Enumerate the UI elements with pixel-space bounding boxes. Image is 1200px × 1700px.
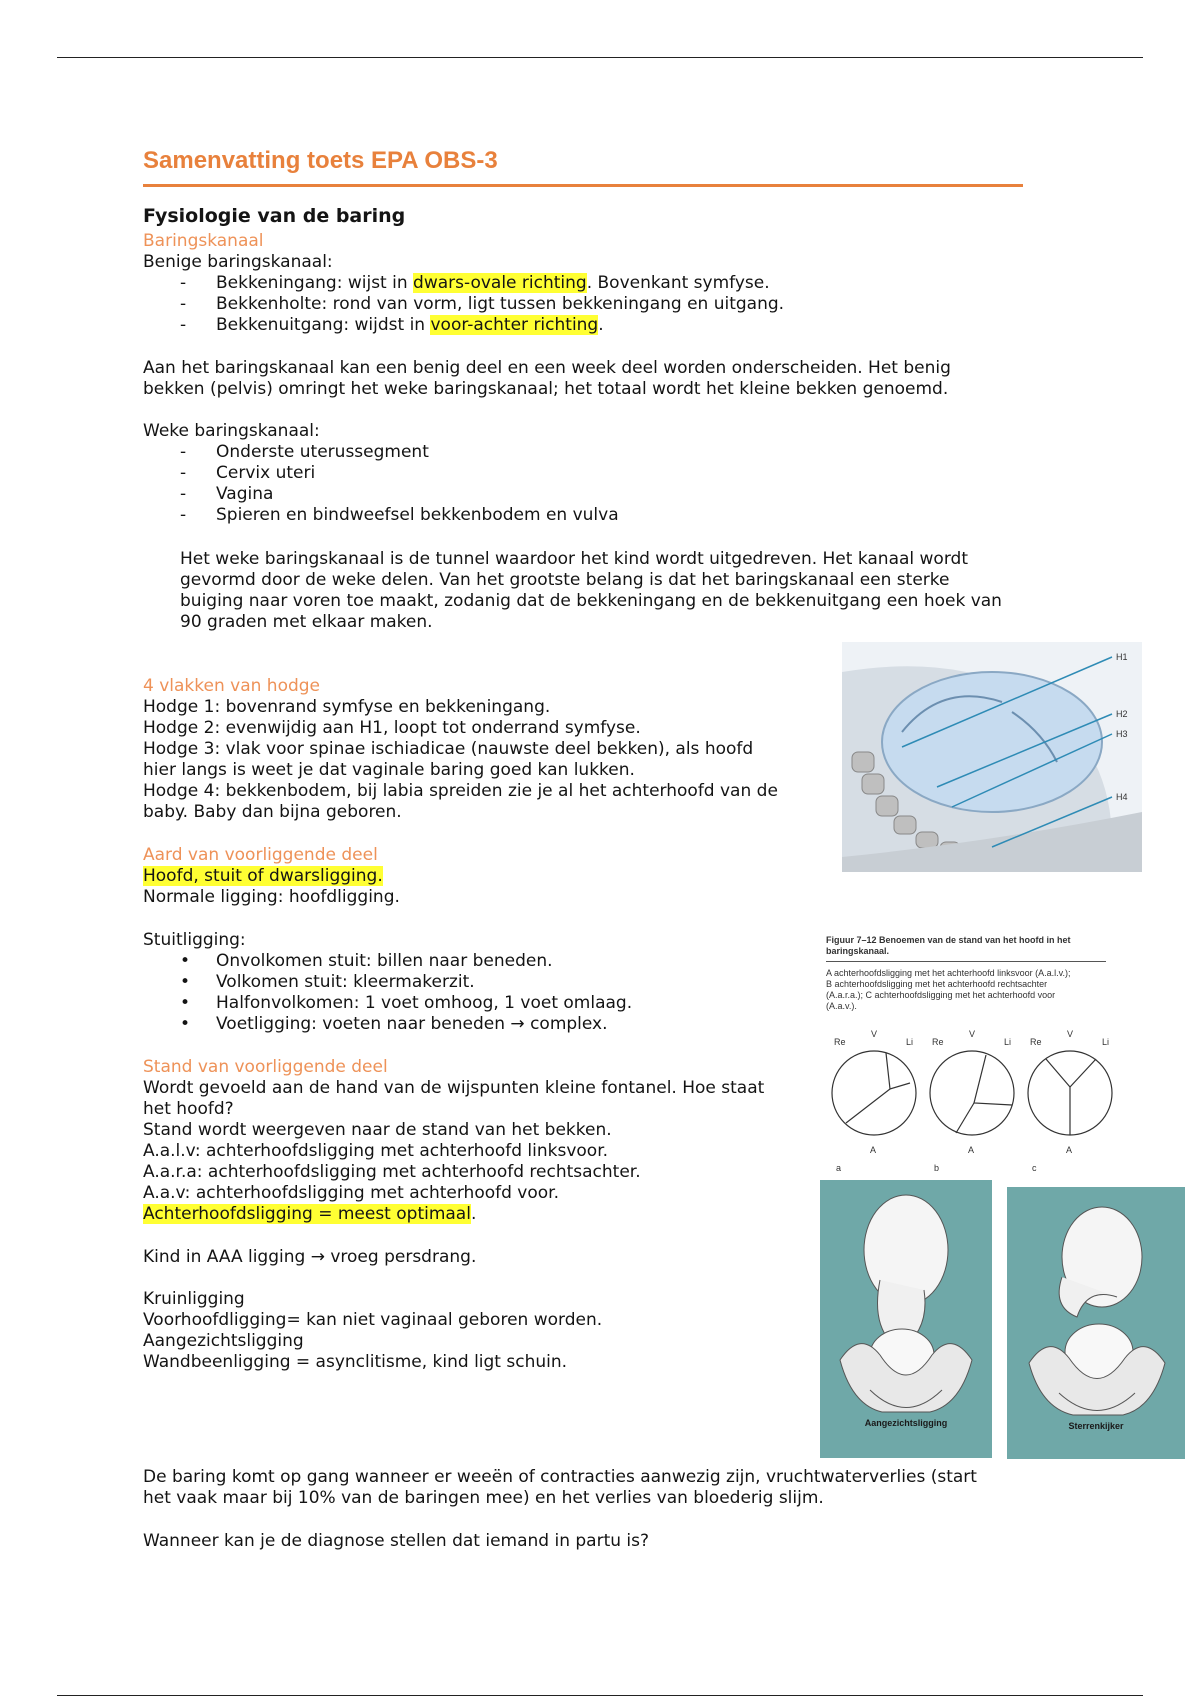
sterrenkijker-figure <box>1007 1187 1185 1459</box>
paragraph-line: Hodge 3: vlak voor spinae ischiadicae (nauwste deel bekken), als hoofd <box>143 739 754 759</box>
week-label: Weke baringskanaal: <box>143 421 320 441</box>
list-item: • Onvolkomen stuit: billen naar beneden. <box>180 951 553 971</box>
svg-text:V: V <box>969 1029 976 1039</box>
svg-text:Li: Li <box>1004 1037 1012 1047</box>
paragraph-line: Hodge 2: evenwijdig aan H1, loopt tot onderrand symfyse. <box>143 718 641 738</box>
paragraph-line: A.a.v: achterhoofdsligging met achterhoofd voor. <box>143 1183 559 1203</box>
list-item: - Bekkeningang: wijst in dwars-ovale richting. Bovenkant symfyse. <box>180 273 770 293</box>
paragraph-line: Hodge 1: bovenrand symfyse en bekkeningang. <box>143 697 551 717</box>
highlight-line: Achterhoofdsligging = meest optimaal. <box>143 1204 477 1224</box>
svg-text:b: b <box>934 1163 940 1173</box>
paragraph-line: bekken (pelvis) omringt het weke baringskanaal; het totaal wordt het kleine bekken genoemd. <box>143 379 949 399</box>
figure-label-aangezicht: Aangezichtsligging <box>864 1418 948 1428</box>
hodge-figure <box>842 642 1142 872</box>
list-item: - Spieren en bindweefsel bekkenbodem en vulva <box>180 505 619 525</box>
list-item: - Onderste uterussegment <box>180 442 429 462</box>
paragraph-line: 90 graden met elkaar maken. <box>180 612 433 632</box>
stuit-label: Stuitligging: <box>143 930 246 950</box>
svg-text:V: V <box>871 1029 878 1039</box>
highlight: dwars-ovale richting <box>413 273 587 293</box>
paragraph-line: A.a.r.a: achterhoofdsligging met achterhoofd rechtsachter. <box>143 1162 641 1182</box>
paragraph-line: buiging naar voren toe maakt, zodanig dat de bekkeningang en de bekkenuitgang een hoek van <box>180 591 1002 611</box>
paragraph-line: A.a.l.v: achterhoofdsligging met achterhoofd linksvoor. <box>143 1141 609 1161</box>
hodge-label: H2 <box>1116 709 1128 719</box>
svg-text:Re: Re <box>932 1037 944 1047</box>
hodge-label: H4 <box>1116 792 1128 802</box>
list-item: • Volkomen stuit: kleermakerzit. <box>180 972 475 992</box>
svg-text:V: V <box>1067 1029 1074 1039</box>
list-item: - Cervix uteri <box>180 463 316 483</box>
figure-label-sterrenkijker: Sterrenkijker <box>1068 1421 1124 1431</box>
paragraph-line: Wandbeenligging = asynclitisme, kind ligt schuin. <box>143 1352 568 1372</box>
figure-caption-title: Figuur 7–12 Benoemen van de stand van het hoofd in het baringskanaal. <box>826 935 1071 956</box>
svg-text:c: c <box>1032 1163 1037 1173</box>
paragraph-line: Wordt gevoeld aan de hand van de wijspunten kleine fontanel. Hoe staat <box>143 1078 765 1098</box>
svg-text:Li: Li <box>1102 1037 1110 1047</box>
paragraph-line: hier langs is weet je dat vaginale baring goed kan lukken. <box>143 760 635 780</box>
paragraph-line: het hoofd? <box>143 1099 234 1119</box>
highlight: voor-achter richting <box>430 315 599 335</box>
face-presentation-figure <box>820 1180 992 1458</box>
hodge-label: H3 <box>1116 729 1128 739</box>
svg-text:Re: Re <box>1030 1037 1042 1047</box>
list-item: • Voetligging: voeten naar beneden → complex. <box>180 1014 608 1034</box>
figure-caption-body: A achterhoofdsligging met het achterhoofd linksvoor (A.a.l.v.); B achterhoofdsligging met het achterhoofd rechtsachter (A.a.r.a.); C achterhoofdsligging met het achterhoofd voor (A.a.v.). <box>826 968 1071 1011</box>
paragraph-line: Stand wordt weergeven naar de stand van het bekken. <box>143 1120 612 1140</box>
paragraph-line: De baring komt op gang wanneer er weeën of contracties aanwezig zijn, vruchtwaterverlies (start <box>143 1467 977 1487</box>
paragraph-line: Kind in AAA ligging → vroeg persdrang. <box>143 1247 477 1267</box>
subheading-baringskanaal: Baringskanaal <box>143 231 264 251</box>
paragraph-line: Kruinligging <box>143 1289 245 1309</box>
paragraph-line: Hodge 4: bekkenbodem, bij labia spreiden zie je al het achterhoofd van de <box>143 781 778 801</box>
svg-text:A: A <box>1066 1145 1073 1155</box>
svg-text:Re: Re <box>834 1037 846 1047</box>
list-item: - Vagina <box>180 484 274 504</box>
page-title: Samenvatting toets EPA OBS-3 <box>143 146 1023 187</box>
svg-text:a: a <box>836 1163 842 1173</box>
section-heading: Fysiologie van de baring <box>143 205 406 227</box>
header-rule <box>57 57 1143 58</box>
list-item: • Halfonvolkomen: 1 voet omhoog, 1 voet omlaag. <box>180 993 633 1013</box>
subheading-hodge: 4 vlakken van hodge <box>143 676 321 696</box>
highlight-line: Hoofd, stuit of dwarsligging. <box>143 866 383 886</box>
paragraph-line: Normale ligging: hoofdligging. <box>143 887 400 907</box>
paragraph-line: Wanneer kan je de diagnose stellen dat iemand in partu is? <box>143 1531 650 1551</box>
paragraph-line: het vaak maar bij 10% van de baringen mee) en het verlies van bloederig slijm. <box>143 1488 824 1508</box>
svg-text:A: A <box>870 1145 877 1155</box>
paragraph-line: gevormd door de weke delen. Van het grootste belang is dat het baringskanaal een sterke <box>180 570 950 590</box>
hodge-label: H1 <box>1116 652 1128 662</box>
paragraph-line: Het weke baringskanaal is de tunnel waardoor het kind wordt uitgedreven. Het kanaal wordt <box>180 549 968 569</box>
svg-text:A: A <box>968 1145 975 1155</box>
paragraph-line: Aan het baringskanaal kan een benig deel en een week deel worden onderscheiden. Het benig <box>143 358 951 378</box>
list-item: - Bekkenholte: rond van vorm, ligt tussen bekkeningang en uitgang. <box>180 294 785 314</box>
subheading-aard: Aard van voorliggende deel <box>143 845 378 865</box>
subheading-stand: Stand van voorliggende deel <box>143 1057 388 1077</box>
paragraph-line: Voorhoofdligging= kan niet vaginaal geboren worden. <box>143 1310 603 1330</box>
benig-label: Benige baringskanaal: <box>143 252 333 272</box>
list-item: - Bekkenuitgang: wijdst in voor-achter richting. <box>180 315 604 335</box>
stand-figure <box>826 935 1126 1175</box>
svg-text:Li: Li <box>906 1037 914 1047</box>
paragraph-line: baby. Baby dan bijna geboren. <box>143 802 402 822</box>
footer-rule <box>57 1695 1143 1696</box>
paragraph-line: Aangezichtsligging <box>143 1331 304 1351</box>
